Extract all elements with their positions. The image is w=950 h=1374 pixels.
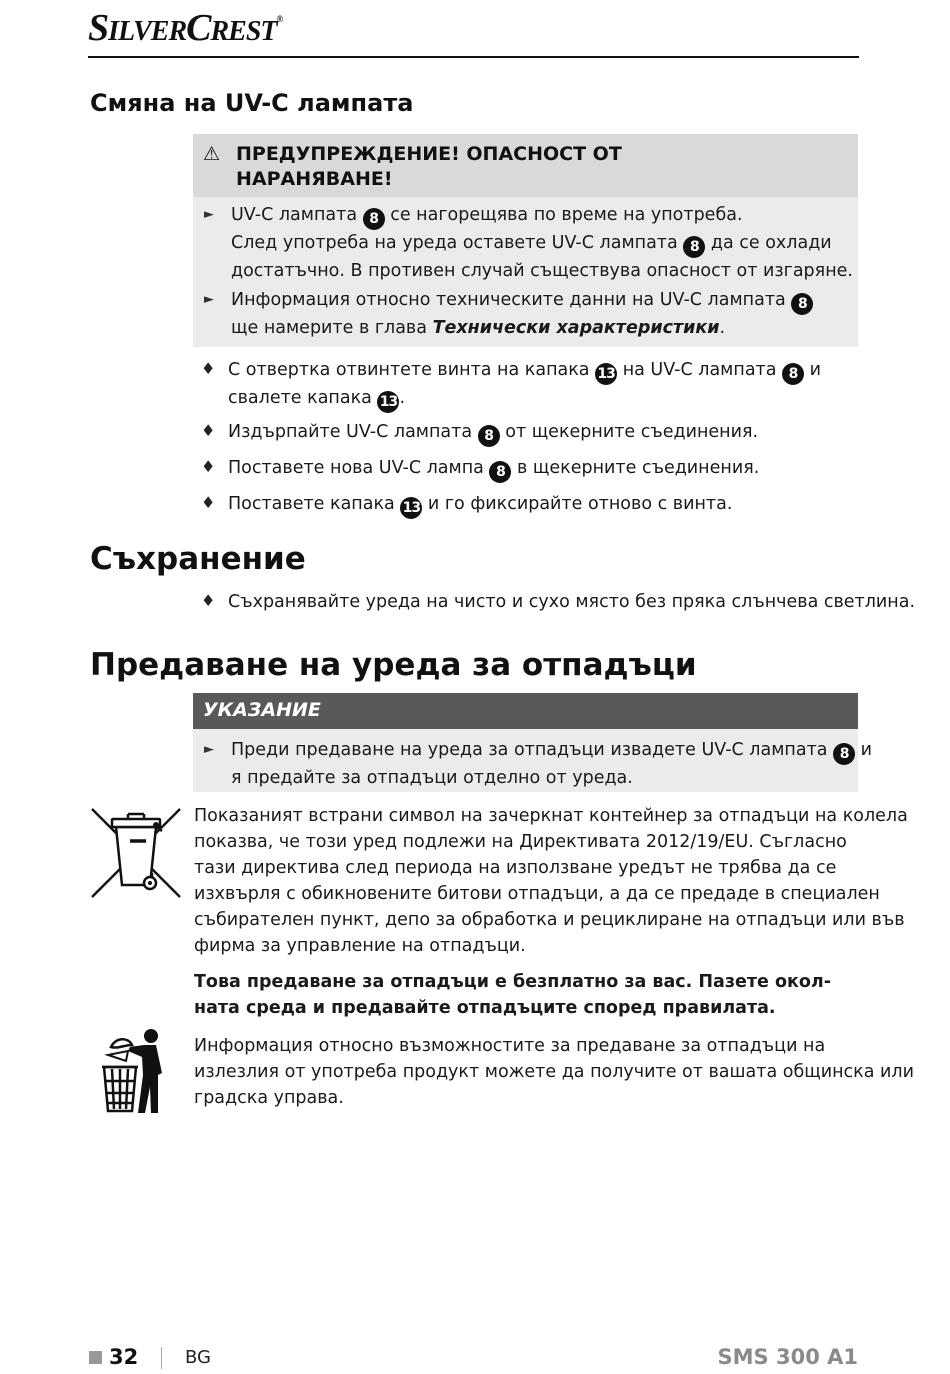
- section-title-disposal: Предаване на уреда за отпадъци: [90, 647, 697, 683]
- note-title: УКАЗАНИЕ: [203, 699, 321, 721]
- bullet-diamond: ♦: [201, 359, 216, 378]
- warning-icon: ⚠: [203, 143, 221, 165]
- disposal-info-paragraph: Информация относно възможностите за предаване за отпадъци на излезлия от употреба продукт можете да получите от вашата общинска или градска управа.: [194, 1036, 914, 1108]
- part-number-badge: 8: [363, 208, 385, 230]
- storage-item: Съхранявайте уреда на чисто и сухо място без пряка слънчева светлина.: [228, 592, 916, 612]
- bullet-arrow: ►: [204, 292, 214, 307]
- part-number-badge: 8: [683, 236, 705, 258]
- bullet-diamond: ♦: [201, 457, 216, 476]
- brand-logo: SILVERCREST®: [88, 7, 283, 49]
- warning-item-2: Информация относно техническите данни на UV-C лампата 8 ще намерите в глава Технически характеристики.: [231, 287, 813, 341]
- part-number-badge: 13: [377, 391, 399, 413]
- part-number-badge: 8: [791, 293, 813, 315]
- part-number-badge: 8: [782, 363, 804, 385]
- note-header: [193, 693, 858, 729]
- language-code: BG: [185, 1347, 211, 1368]
- bullet-arrow: ►: [204, 742, 214, 757]
- disposal-emphasis: Това предаване за отпадъци е безплатно за вас. Пазете окол- ната среда и предавайте отпадъците според правилата.: [194, 972, 831, 1018]
- section-title-storage: Съхранение: [90, 541, 306, 577]
- bullet-diamond: ♦: [201, 493, 216, 512]
- part-number-badge: 8: [833, 743, 855, 765]
- step-2: Издърпайте UV-C лампата 8 от щекерните съединения.: [228, 419, 758, 447]
- page-marker-square: [89, 1351, 102, 1364]
- part-number-badge: 13: [400, 497, 422, 519]
- bullet-diamond: ♦: [201, 421, 216, 440]
- section-title-lamp: Смяна на UV-C лампата: [90, 89, 414, 117]
- footer-divider: [161, 1347, 162, 1369]
- step-1: С отвертка отвинтете винта на капака 13 на UV-C лампата 8 и свалете капака 13 .: [228, 357, 821, 413]
- part-number-badge: 8: [489, 461, 511, 483]
- bullet-diamond: ♦: [201, 591, 216, 610]
- crossed-out-wheelie-bin-icon: [88, 805, 184, 901]
- bullet-arrow: ►: [204, 207, 214, 222]
- person-disposing-litter-icon: [98, 1027, 172, 1115]
- step-3: Поставете нова UV-C лампа 8 в щекерните съединения.: [228, 455, 759, 483]
- note-item: Преди предаване на уреда за отпадъци извадете UV-C лампата 8 и я предайте за отпадъци отделно от уреда.: [231, 740, 873, 788]
- part-number-badge: 8: [478, 425, 500, 447]
- header-rule: [88, 56, 859, 58]
- step-4: Поставете капака 13 и го фиксирайте отново с винта.: [228, 491, 732, 519]
- warning-title: ПРЕДУПРЕЖДЕНИЕ! ОПАСНОСТ ОТ НАРАНЯВАНЕ!: [236, 143, 622, 190]
- weee-paragraph: Показаният встрани символ на зачеркнат контейнер за отпадъци на колела показва, че този уред подлежи на Директивата 2012/19/EU. Съгласно тази директива след периода на използване уредът не трябва да се изхвърля с обикновените битови отпадъци, а да се предаде в специален събирателен пункт, депо за обработка и рециклиране на отпадъци или във фирма за управление на отпадъци.: [194, 806, 908, 956]
- part-number-badge: 13: [595, 363, 617, 385]
- model-number: SMS 300 A1: [717, 1345, 858, 1369]
- page-number: 32: [109, 1345, 139, 1369]
- warning-item-1: UV-C лампата 8 се нагорещява по време на употреба. След употреба на уреда оставете UV-C лампата 8 да се охлади достатъчно. В противен случай съществува опасност от изгаряне.: [231, 205, 853, 281]
